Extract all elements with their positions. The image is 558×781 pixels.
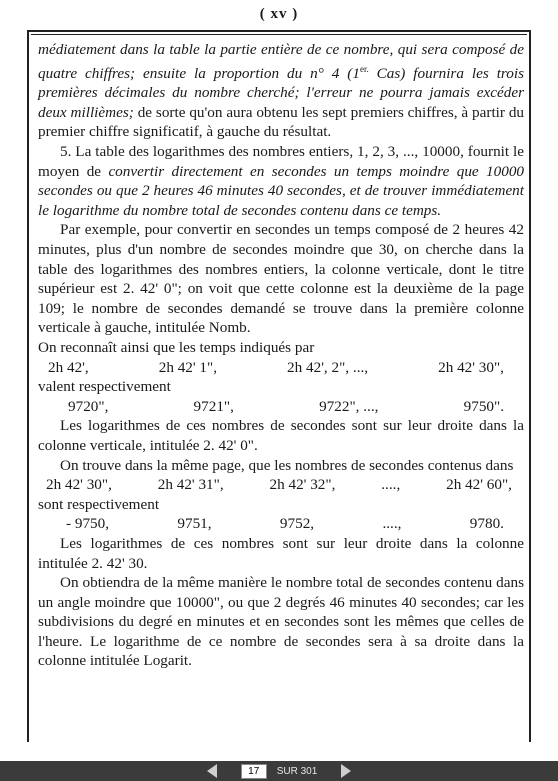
seconds-value: - 9750, [66, 515, 110, 533]
seconds-row-a [38, 397, 524, 417]
paragraph-5: valent respectivement [38, 378, 171, 396]
p2-part-b: convertir directement en secondes un temps moindre que 10000 secondes ou que 2 heures 46 minutes 40 secondes, et de trouver immédiatement le logarithme du nombre total de secondes contenu dans ce temps. [38, 162, 525, 219]
times-row-a [38, 358, 524, 378]
seconds-row-b [38, 514, 524, 534]
page-total-label: SUR 301 [276, 765, 318, 777]
time-value: 2h 42' 32", [269, 476, 336, 494]
p1-part-d: de sorte qu'on aura obtenu les sept premiers chiffres, à partir du premier chiffre significatif, à gauche du résultat. [38, 103, 525, 141]
paragraph-8: sont respectivement [38, 495, 160, 513]
time-value: 2h 42' 30", [438, 358, 504, 376]
seconds-value: 9722", ..., [319, 397, 379, 415]
previous-page-icon[interactable] [207, 764, 217, 778]
seconds-value: 9720", [68, 397, 109, 415]
seconds-value: 9751, [177, 515, 212, 533]
paragraph-9: Les logarithmes de ces nombres sont sur leur droite dans la colonne intitulée 2. 42' 30. [38, 534, 524, 572]
seconds-value: 9750". [463, 397, 504, 415]
next-page-icon[interactable] [341, 764, 351, 778]
time-value: 2h 42' 31", [157, 476, 224, 494]
page-text [38, 40, 524, 671]
p2-part-a: 5. La table des logarithmes des nombres entiers, 1, 2, 3, ..., 10000, fournit le moyen de [38, 143, 524, 180]
paragraph-2 [38, 142, 524, 220]
paragraph-7: On trouve dans la même page, que les nombres de secondes contenus dans [60, 456, 514, 474]
p1-part-a: médiatement dans la table la partie entière de ce nombre, qui sera composé de quatre chiffres; ensuite la proportion du n° 4 (1 [38, 41, 524, 82]
times-row-b [38, 475, 524, 495]
seconds-value: ...., [382, 515, 402, 533]
p1-part-c: Cas) fournira les trois premières décimales du nombre cherché; l'erreur ne pourra jamais excéder deux millièmes; [38, 64, 524, 121]
time-value: 2h 42' 60", [446, 476, 512, 494]
paragraph-1 [38, 40, 524, 142]
seconds-value: 9721", [193, 397, 234, 415]
time-value: 2h 42' 1", [158, 358, 218, 376]
paragraph-10: On obtiendra de la même manière le nombre total de secondes contenu dans un angle moindre que 10000", ou que 2 degrés 46 minutes 40 secondes; car les subdivisions du degré en minutes et en secondes sont les mêmes que celles de l'heure. Le logarithme de ce nombre de secondes sera à sa droite dans la colonne intitulée Logarit. [38, 574, 524, 670]
seconds-value: 9752, [279, 515, 315, 533]
paragraph-6: Les logarithmes de ces nombres de secondes sont sur leur droite dans la colonne verticale, intitulée 2. 42' 0". [38, 417, 524, 454]
seconds-value: 9780. [469, 515, 504, 533]
p1-superscript: er. [359, 63, 369, 74]
time-value: 2h 42', [48, 358, 89, 376]
paragraph-4: On reconnaît ainsi que les temps indiqués par [38, 338, 315, 356]
page-number-input[interactable] [241, 764, 267, 779]
time-value: 2h 42', 2", ..., [287, 358, 369, 376]
page-header: ( xv ) [259, 6, 299, 22]
time-value: ...., [381, 476, 401, 494]
time-value: 2h 42' 30", [46, 476, 112, 494]
page-navigation-bar [0, 761, 558, 781]
paragraph-3: Par exemple, pour convertir en secondes un temps composé de 2 heures 42 minutes, plus d'un nombre de secondes moindre que 30, on cherche dans la table des logarithmes des nombres entiers, la colonne verticale, dont le titre supérieur est 2. 42' 0"; on voit que cette colonne est la deuxième de la page 109; le nombre de secondes demandé se trouve dans la première colonne verticale à gauche, intitulée Nomb. [38, 221, 524, 337]
